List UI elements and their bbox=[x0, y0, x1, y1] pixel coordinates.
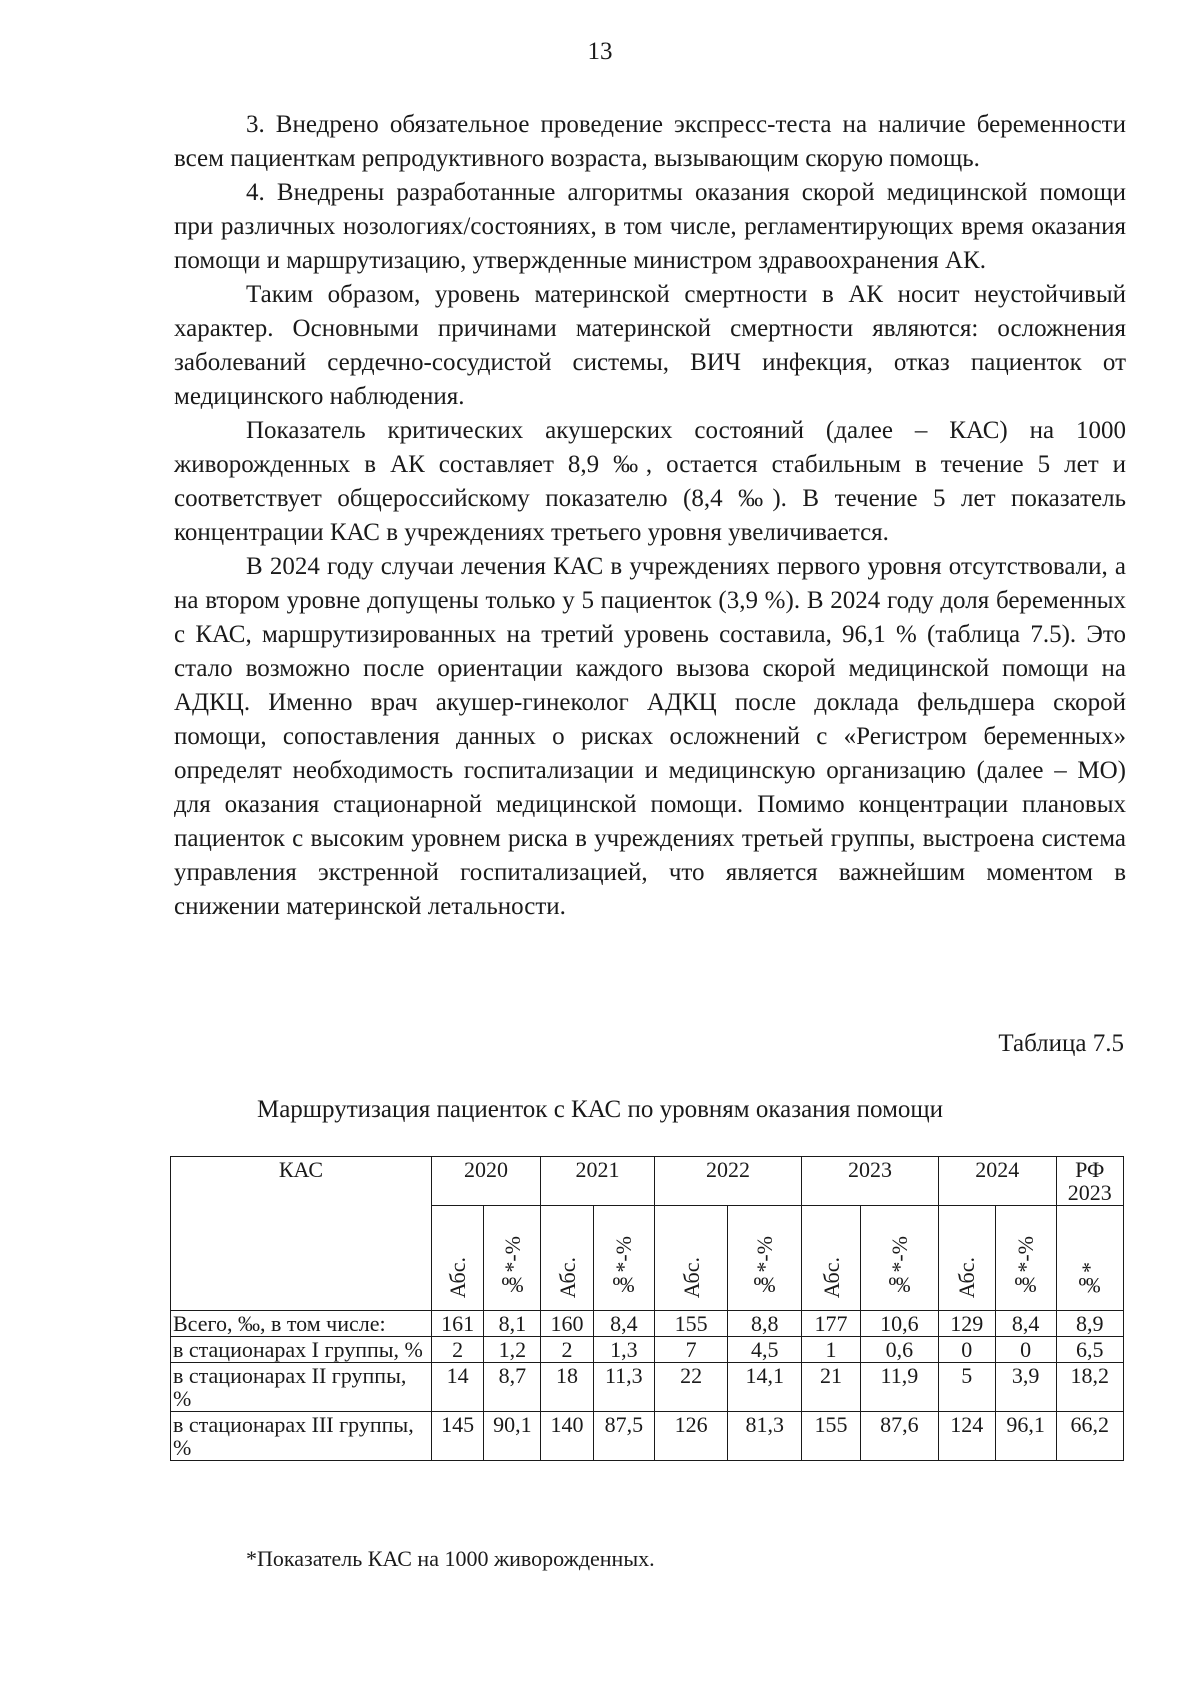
row-label: в стационарах II группы, % bbox=[171, 1363, 432, 1412]
table-cell: 14,1 bbox=[728, 1363, 802, 1412]
table-title: Маршрутизация пациенток с КАС по уровням оказания помощи bbox=[256, 1096, 944, 1123]
table-cell: 10,6 bbox=[860, 1311, 938, 1337]
table-footnote: *Показатель КАС на 1000 живорожденных. bbox=[246, 1546, 655, 1571]
table-cell: 161 bbox=[431, 1311, 484, 1337]
row-label: в стационарах I группы, % bbox=[171, 1337, 432, 1363]
table-cell: 11,9 bbox=[860, 1363, 938, 1412]
table-cell: 129 bbox=[938, 1311, 995, 1337]
header-year: 2023 bbox=[802, 1157, 939, 1206]
table-cell: 81,3 bbox=[728, 1412, 802, 1461]
paragraph: Показатель критических акушерских состояний (далее – КАС) на 1000 живорожденных в АК составляет 8,9 ‰, остается стабильным в течение 5 лет и соответствует общероссийскому показателю (8,4 ‰). В течение 5 лет показатель концентрации КАС в учреждениях третьего уровня увеличивается. bbox=[174, 417, 1126, 546]
subheader-abs: Абс. bbox=[654, 1206, 728, 1311]
subheader-pct: ‰*-% bbox=[995, 1206, 1056, 1311]
table-cell: 2 bbox=[541, 1337, 594, 1363]
subheader-abs: Абс. bbox=[802, 1206, 861, 1311]
table-cell: 140 bbox=[541, 1412, 594, 1461]
subheader-rf: ‰* bbox=[1056, 1206, 1123, 1311]
row-label: Всего, ‰, в том числе: bbox=[171, 1311, 432, 1337]
subheader-pct: ‰*-% bbox=[593, 1206, 654, 1311]
table-row bbox=[171, 1363, 1124, 1412]
table-cell: 155 bbox=[654, 1311, 728, 1337]
table-cell: 18,2 bbox=[1056, 1363, 1123, 1412]
table-cell: 8,4 bbox=[995, 1311, 1056, 1337]
table-cell: 145 bbox=[431, 1412, 484, 1461]
paragraph: В 2024 году случаи лечения КАС в учреждениях первого уровня отсутствовали, а на втором уровне допущены только у 5 пациенток (3,9 %). В 2024 году доля беременных с КАС, маршрутизированных на третий уровень составила, 96,1 % (таблица 7.5). Это стало возможно после ориентации каждого вызова скорой медицинской помощи на АДКЦ. Именно врач акушер-гинеколог АДКЦ после доклада фельдшера скорой помощи, сопоставления данных о рисках осложнений с «Регистром беременных» определят необходимость госпитализации и медицинскую организацию (далее – МО) для оказания стационарной медицинской помощи. Помимо концентрации плановых пациенток с высоким уровнем риска в учреждениях третьей группы, выстроена система управления экстренной госпитализацией, что является важнейшим моментом в снижении материнской летальности. bbox=[174, 553, 1126, 920]
table-cell: 3,9 bbox=[995, 1363, 1056, 1412]
subheader-abs: Абс. bbox=[541, 1206, 594, 1311]
table-cell: 87,6 bbox=[860, 1412, 938, 1461]
table-cell: 8,8 bbox=[728, 1311, 802, 1337]
header-year: 2021 bbox=[541, 1157, 655, 1206]
table-cell: 5 bbox=[938, 1363, 995, 1412]
table-cell: 8,7 bbox=[484, 1363, 541, 1412]
table-row bbox=[171, 1337, 1124, 1363]
subheader-abs: Абс. bbox=[938, 1206, 995, 1311]
table-caption: Таблица 7.5 bbox=[998, 1030, 1124, 1057]
subheader-pct: ‰*-% bbox=[860, 1206, 938, 1311]
table-cell: 87,5 bbox=[593, 1412, 654, 1461]
table-cell: 8,4 bbox=[593, 1311, 654, 1337]
paragraph: 4. Внедрены разработанные алгоритмы оказания скорой медицинской помощи при различных нозологиях/состояниях, в том числе, регламентирующих время оказания помощи и маршрутизацию, утвержденные министром здравоохранения АК. bbox=[174, 179, 1126, 274]
table-cell: 7 bbox=[654, 1337, 728, 1363]
table-cell: 177 bbox=[802, 1311, 861, 1337]
table-cell: 1,2 bbox=[484, 1337, 541, 1363]
table-row bbox=[171, 1412, 1124, 1461]
table-cell: 66,2 bbox=[1056, 1412, 1123, 1461]
table-cell: 1 bbox=[802, 1337, 861, 1363]
table-cell: 6,5 bbox=[1056, 1337, 1123, 1363]
body-text bbox=[174, 108, 1126, 924]
header-year: 2024 bbox=[938, 1157, 1056, 1206]
table-cell: 124 bbox=[938, 1412, 995, 1461]
table-cell: 0,6 bbox=[860, 1337, 938, 1363]
table-cell: 126 bbox=[654, 1412, 728, 1461]
paragraph: Таким образом, уровень материнской смертности в АК носит неустойчивый характер. Основными причинами материнской смертности являются: осложнения заболеваний сердечно-сосудистой системы, ВИЧ инфекция, отказ пациенток от медицинского наблюдения. bbox=[174, 281, 1126, 410]
row-label: в стационарах III группы, % bbox=[171, 1412, 432, 1461]
table-row bbox=[171, 1311, 1124, 1337]
subheader-pct: ‰*-% bbox=[484, 1206, 541, 1311]
header-rf: РФ 2023 bbox=[1056, 1157, 1123, 1206]
table-cell: 2 bbox=[431, 1337, 484, 1363]
table-cell: 1,3 bbox=[593, 1337, 654, 1363]
table-cell: 155 bbox=[802, 1412, 861, 1461]
table-cell: 8,1 bbox=[484, 1311, 541, 1337]
table-cell: 11,3 bbox=[593, 1363, 654, 1412]
table-cell: 21 bbox=[802, 1363, 861, 1412]
header-year: 2020 bbox=[431, 1157, 540, 1206]
header-kas: КАС bbox=[171, 1157, 432, 1311]
table-cell: 18 bbox=[541, 1363, 594, 1412]
table-header-row bbox=[171, 1157, 1124, 1206]
table-cell: 96,1 bbox=[995, 1412, 1056, 1461]
table-cell: 4,5 bbox=[728, 1337, 802, 1363]
page-number: 13 bbox=[587, 38, 613, 65]
table-cell: 90,1 bbox=[484, 1412, 541, 1461]
table-cell: 0 bbox=[938, 1337, 995, 1363]
table-cell: 160 bbox=[541, 1311, 594, 1337]
table-cell: 8,9 bbox=[1056, 1311, 1123, 1337]
header-year: 2022 bbox=[654, 1157, 801, 1206]
paragraph: 3. Внедрено обязательное проведение экспресс-теста на наличие беременности всем пациенткам репродуктивного возраста, вызывающим скорую помощь. bbox=[174, 111, 1126, 172]
subheader-pct: ‰*-% bbox=[728, 1206, 802, 1311]
table-cell: 14 bbox=[431, 1363, 484, 1412]
table-cell: 0 bbox=[995, 1337, 1056, 1363]
table-cell: 22 bbox=[654, 1363, 728, 1412]
subheader-abs: Абс. bbox=[431, 1206, 484, 1311]
kas-routing-table bbox=[170, 1156, 1124, 1461]
